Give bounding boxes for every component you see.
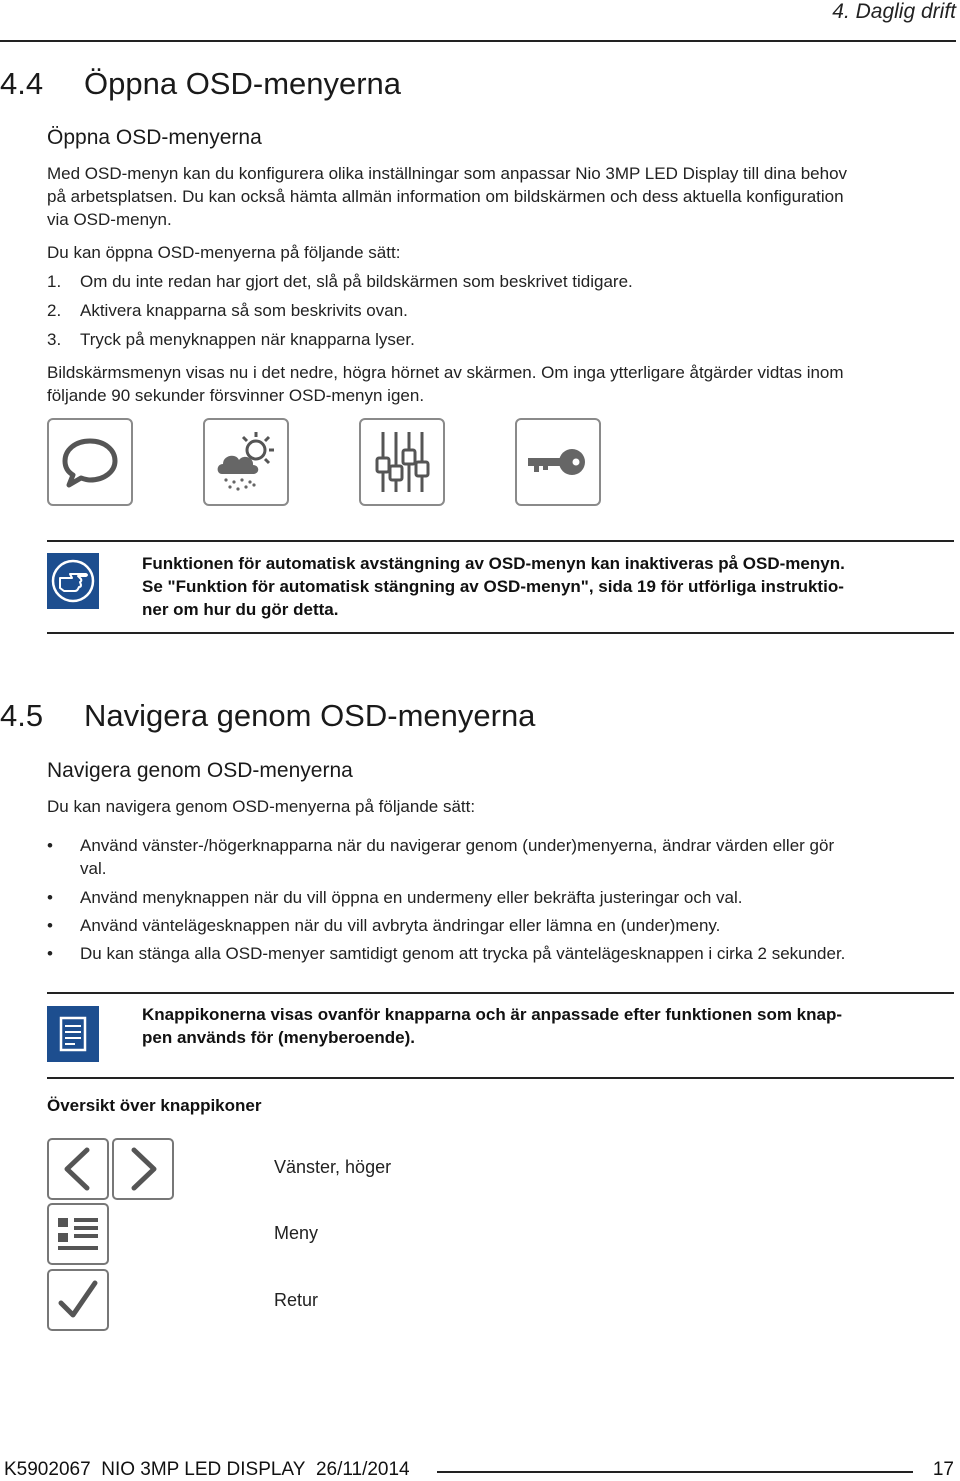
button-label-return: Retur (274, 1290, 319, 1310)
section-number: 4.4 (0, 66, 44, 101)
list-item: • Du kan stänga alla OSD-menyer samtidigt genom att trycka på väntelägesknappen i cirka 2 sekunder. (80, 942, 960, 965)
result-paragraph (47, 361, 959, 407)
section-heading-4-4 (0, 66, 401, 102)
note-top-rule (47, 992, 954, 994)
list-item: • Använd vänster-/högerknapparna när du navigerar genom (under)menyerna, ändrar värden eller gör val. (80, 834, 960, 880)
running-header: 4. Daglig drift (832, 0, 956, 23)
weather-icon (203, 418, 289, 506)
text-line: Använd menyknappen när du vill öppna en undermeny eller bekräfta justeringar och val. (80, 888, 743, 907)
menu-list-icon (47, 1203, 109, 1265)
text-line: pen används för (menyberoende). (142, 1028, 415, 1047)
step-text: Om du inte redan har gjort det, slå på bildskärmen som beskrivet tidigare. (80, 272, 633, 291)
sliders-icon (359, 418, 445, 506)
pointing-hand-icon (47, 553, 99, 609)
tip-text (142, 552, 960, 621)
text-line: Funktionen för automatisk avstängning av OSD-menyn kan inaktiveras på OSD-menyn. (142, 554, 845, 573)
text-line: via OSD-menyn. (47, 210, 172, 229)
footer-product: NIO 3MP LED DISPLAY (101, 1459, 306, 1480)
key-icon (515, 418, 601, 506)
section-heading-4-5 (0, 698, 535, 734)
text-line: Använd väntelägesknappen när du vill avbryta ändringar eller lämna en (under)meny. (80, 916, 721, 935)
tip-bottom-rule (47, 632, 954, 634)
text-line: följande 90 sekunder försvinner OSD-menyn igen. (47, 386, 425, 405)
step-item (47, 299, 408, 322)
section-title: Navigera genom OSD-menyerna (84, 698, 536, 733)
footer-doc-id: K5902067 (4, 1459, 91, 1480)
ways-intro: Du kan öppna OSD-menyerna på följande sätt: (47, 243, 401, 262)
button-label-left-right: Vänster, höger (274, 1157, 392, 1177)
section-title: Öppna OSD-menyerna (84, 66, 402, 101)
nav-intro: Du kan navigera genom OSD-menyerna på följande sätt: (47, 797, 476, 816)
text-line: ner om hur du gör detta. (142, 600, 339, 619)
text-line: Bildskärmsmenyn visas nu i det nedre, högra hörnet av skärmen. Om inga ytterligare åtgärder vidtas inom (47, 363, 844, 382)
tip-top-rule (47, 540, 954, 542)
chevron-left-icon (47, 1138, 109, 1200)
list-item: • Använd väntelägesknappen när du vill avbryta ändringar eller lämna en (under)meny. (80, 914, 960, 937)
overview-title: Översikt över knappikoner (47, 1096, 262, 1115)
intro-paragraph (47, 162, 959, 231)
chevron-right-icon (112, 1138, 174, 1200)
speech-bubble-icon (47, 418, 133, 506)
step-number: 3. (47, 330, 62, 349)
step-text: Tryck på menyknappen när knapparna lyser. (80, 330, 415, 349)
step-item (47, 328, 415, 351)
subheading: Öppna OSD-menyerna (47, 126, 262, 149)
text-line: Du kan stänga alla OSD-menyer samtidigt genom att trycka på väntelägesknappen i cirka 2 sekunder. (80, 944, 846, 963)
text-line: val. (80, 859, 107, 878)
footer-rule (437, 1471, 913, 1473)
note-bottom-rule (47, 1077, 954, 1079)
step-text: Aktivera knapparna så som beskrivits ovan. (80, 301, 408, 320)
header-divider (0, 40, 956, 42)
step-number: 1. (47, 272, 62, 291)
document-note-icon (47, 1006, 99, 1062)
text-line: Använd vänster-/högerknapparna när du navigerar genom (under)menyerna, ändrar värden eller gör (80, 836, 835, 855)
text-line: Se "Funktion för automatisk stängning av OSD-menyn", sida 19 för utförliga instruktio- (142, 577, 844, 596)
button-label-menu: Meny (274, 1223, 319, 1243)
checkmark-icon (47, 1269, 109, 1331)
list-item: • Använd menyknappen när du vill öppna en undermeny eller bekräfta justeringar och val. (80, 886, 960, 909)
section-number: 4.5 (0, 698, 44, 733)
step-item (47, 270, 633, 293)
subheading: Navigera genom OSD-menyerna (47, 759, 353, 782)
text-line: på arbetsplatsen. Du kan också hämta allmän information om bildskärmen och dess aktuella konfiguration (47, 187, 844, 206)
footer-date: 26/11/2014 (315, 1459, 410, 1480)
step-number: 2. (47, 301, 62, 320)
page-number: 17 (932, 1459, 954, 1480)
text-line: Med OSD-menyn kan du konfigurera olika inställningar som anpassar Nio 3MP LED Display till dina behov (47, 164, 848, 183)
text-line: Knappikonerna visas ovanför knapparna och är anpassade efter funktionen som knap- (142, 1005, 843, 1024)
note-text (142, 1003, 960, 1049)
